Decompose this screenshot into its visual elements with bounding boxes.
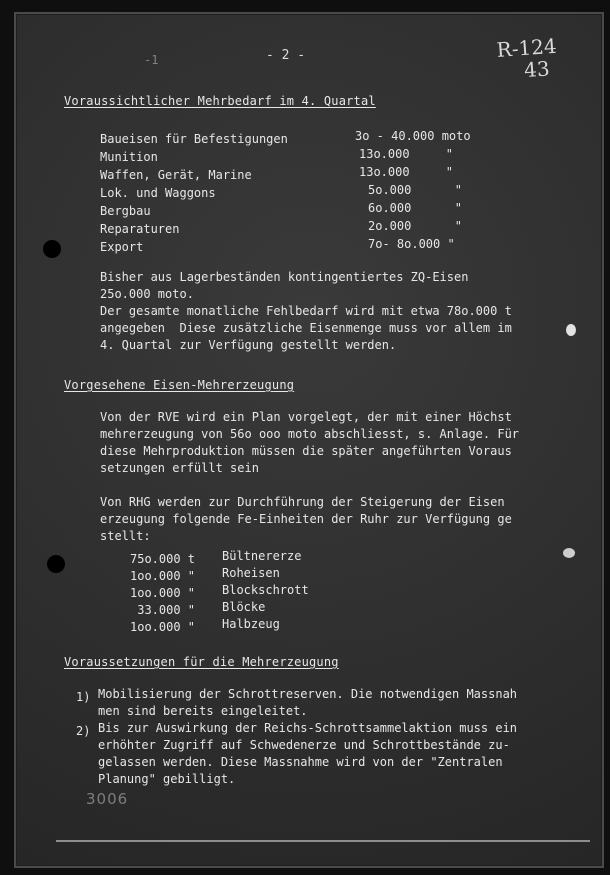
section-heading-eisen-mehrerzeugung: Vorgesehene Eisen-Mehrerzeugung — [64, 378, 295, 392]
item-line: Bis zur Auswirkung der Reichs-Schrottsammelaktion muss ein — [98, 721, 518, 735]
item-line: gelassen werden. Diese Massnahme wird von der "Zentralen — [98, 755, 503, 769]
list-item — [100, 146, 520, 166]
paragraph-line: Der gesamte monatliche Fehlbedarf wird mit etwa 78o.000 t — [100, 304, 512, 318]
paragraph-line: diese Mehrproduktion müssen die später angeführten Voraus — [100, 444, 512, 458]
punch-hole — [43, 240, 61, 258]
item-label: Baueisen für Befestigungen — [100, 132, 288, 146]
item-text — [98, 686, 517, 720]
numbered-item — [76, 720, 518, 786]
material-qty: 75o.000 t — [130, 552, 196, 566]
section2-paragraph-1 — [100, 409, 519, 477]
material-qty: 1oo.000 " — [130, 569, 196, 583]
item-value: 13o.000 " — [359, 165, 453, 179]
handwritten-line-2: 43 — [523, 56, 551, 83]
material-name: Blockschrott — [222, 583, 309, 597]
paper-speck — [566, 324, 576, 336]
item-label: Lok. und Waggons — [100, 186, 216, 200]
top-left-mark: -1 — [144, 53, 159, 67]
item-label: Waffen, Gerät, Marine — [100, 168, 252, 182]
paragraph-line: 25o.000 moto. — [100, 287, 194, 301]
list-item — [100, 218, 520, 238]
section2-paragraph-2 — [100, 494, 512, 545]
paragraph-line: setzungen erfüllt sein — [100, 461, 259, 475]
section-heading-mehrbedarf: Voraussichtlicher Mehrbedarf im 4. Quartal — [64, 94, 376, 108]
handwritten-line-1: R-124 — [495, 33, 558, 62]
material-name: Roheisen — [222, 566, 280, 580]
paragraph-line: mehrerzeugung von 56o ooo moto abschliesst, s. Anlage. Für — [100, 427, 520, 441]
item-label: Bergbau — [100, 204, 151, 218]
paragraph-line: erzeugung folgende Fe-Einheiten der Ruhr zur Verfügung ge — [100, 512, 512, 526]
section1-paragraphs — [100, 269, 512, 354]
list-item — [100, 236, 520, 256]
paragraph-line: 4. Quartal zur Verfügung gestellt werden. — [100, 338, 397, 352]
item-number: 2) — [76, 724, 91, 738]
paper-speck — [563, 548, 575, 558]
material-name: Halbzeug — [222, 617, 280, 631]
handwritten-annotation — [495, 33, 559, 83]
item-value: 13o.000 " — [359, 147, 453, 161]
stamp-number: 3006 — [86, 790, 129, 808]
list-item — [100, 128, 520, 148]
paragraph-line: stellt: — [100, 529, 151, 543]
section-heading-voraussetzungen: Voraussetzungen für die Mehrerzeugung — [64, 655, 339, 669]
list-item — [100, 182, 520, 202]
material-name: Bültnererze — [222, 549, 302, 563]
item-text — [98, 720, 517, 788]
item-label: Export — [100, 240, 144, 254]
page-number: - 2 - — [266, 48, 306, 63]
paragraph-line: angegeben Diese zusätzliche Eisenmenge muss vor allem im — [100, 321, 512, 335]
material-qty: 1oo.000 " — [130, 586, 196, 600]
item-number: 1) — [76, 690, 91, 704]
material-row — [130, 616, 350, 636]
item-value: 5o.000 " — [368, 183, 462, 197]
numbered-item — [76, 686, 518, 718]
punch-hole — [47, 555, 65, 573]
paragraph-line: Von RHG werden zur Durchführung der Steigerung der Eisen — [100, 495, 505, 509]
list-item — [100, 164, 520, 184]
item-line: Planung" gebilligt. — [98, 772, 236, 786]
document-page — [14, 12, 604, 868]
paragraph-line: Von der RVE wird ein Plan vorgelegt, der mit einer Höchst — [100, 410, 512, 424]
item-value: 2o.000 " — [368, 219, 462, 233]
item-line: Mobilisierung der Schrottreserven. Die notwendigen Massnah — [98, 687, 518, 701]
voraussetzungen-list — [76, 686, 518, 786]
item-value: 3o - 40.000 moto — [355, 129, 471, 143]
material-qty: 1oo.000 " — [130, 620, 196, 634]
paragraph-line: Bisher aus Lagerbeständen kontingentiertes ZQ-Eisen — [100, 270, 469, 284]
item-line: men sind bereits eingeleitet. — [98, 704, 308, 718]
item-label: Munition — [100, 150, 158, 164]
item-label: Reparaturen — [100, 222, 180, 236]
material-qty: 33.000 " — [130, 603, 196, 617]
list-item — [100, 200, 520, 220]
material-name: Blöcke — [222, 600, 266, 614]
bottom-divider — [56, 840, 590, 842]
item-line: erhöhter Zugriff auf Schwedenerze und Schrottbestände zu- — [98, 738, 510, 752]
item-value: 7o- 8o.000 " — [368, 237, 455, 251]
item-value: 6o.000 " — [368, 201, 462, 215]
